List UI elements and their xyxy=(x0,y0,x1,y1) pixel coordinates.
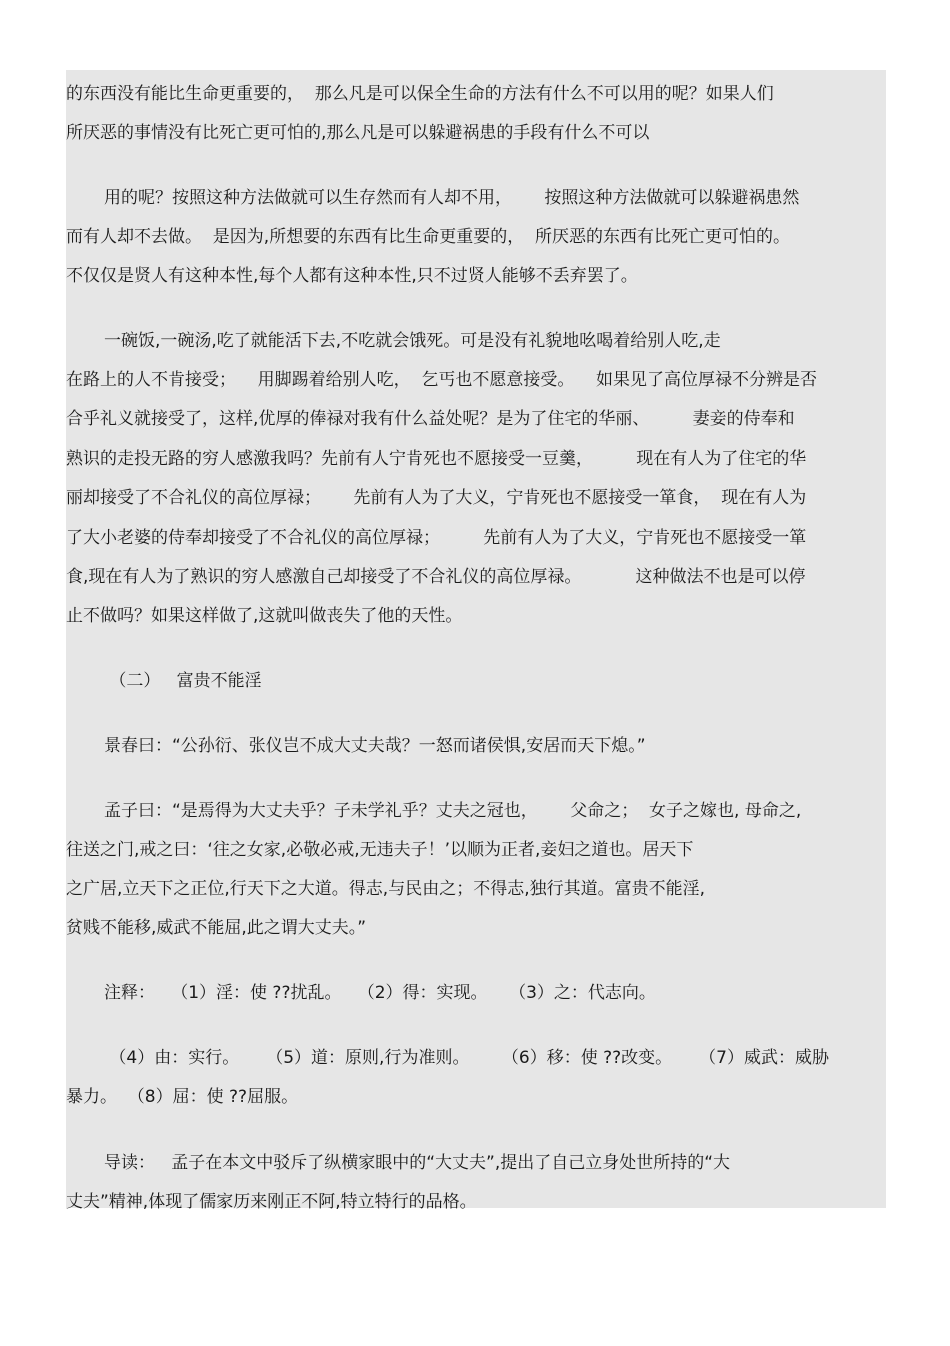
text-line: 注释： （1）淫：使 ??扰乱。 （2）得：实现。 （3）之：代志向。 xyxy=(104,983,656,1003)
text-line: 丽却接受了不合礼仪的高位厚禄； 先前有人为了大义，宁肯死也不愿接受一箪食， 现在有人为 xyxy=(66,488,807,508)
text-line: 在路上的人不肯接受； 用脚踢着给别人吃， 乞丐也不愿意接受。 如果见了高位厚禄不分辨是否 xyxy=(66,370,818,390)
document-body xyxy=(66,70,886,1212)
text-line: 孟子曰：“是焉得为大丈夫乎？子未学礼乎？丈夫之冠也， 父命之； 女子之嫁也, 母命之, xyxy=(104,801,802,821)
text-line: 景春曰：“公孙衍、张仪岂不成大丈夫哉？一怒而诸侯惧,安居而天下熄。” xyxy=(104,736,646,756)
text-line: 合乎礼义就接受了，这样,优厚的俸禄对我有什么益处呢？是为了住宅的华丽、 妻妾的侍奉和 xyxy=(66,409,795,429)
text-line: 止不做吗？如果这样做了,这就叫做丧失了他的天性。 xyxy=(66,606,463,626)
text-line: 贫贱不能移,威武不能屈,此之谓大丈夫。” xyxy=(66,918,367,938)
text-line: 所厌恶的事情没有比死亡更可怕的,那么凡是可以躲避祸患的手段有什么不可以 xyxy=(66,123,650,143)
text-line: 一碗饭,一碗汤,吃了就能活下去,不吃就会饿死。可是没有礼貌地吆喝着给别人吃,走 xyxy=(104,331,721,351)
text-line: 导读： 孟子在本文中驳斥了纵横家眼中的“大丈夫”,提出了自己立身处世所持的“大 xyxy=(104,1153,731,1173)
section-heading: （二） 富贵不能淫 xyxy=(104,671,262,691)
text-line: 的东西没有能比生命更重要的， 那么凡是可以保全生命的方法有什么不可以用的呢？如果人们 xyxy=(66,84,774,104)
text-line: 往送之门,戒之曰：‘往之女家,必敬必戒,无违夫子！’以顺为正者,妾妇之道也。居天下 xyxy=(66,840,694,860)
text-line: 食,现在有人为了熟识的穷人感激自己却接受了不合礼仪的高位厚禄。 这种做法不也是可以停 xyxy=(66,567,806,587)
text-line: 用的呢？按照这种方法做就可以生存然而有人却不用， 按照这种方法做就可以躲避祸患然 xyxy=(104,188,800,208)
text-line: （4）由：实行。 （5）道：原则,行为准则。 （6）移：使 ??改变。 （7）威武：威胁 xyxy=(104,1048,829,1068)
text-line: 丈夫”精神,体现了儒家历来刚正不阿,特立特行的品格。 xyxy=(66,1192,477,1212)
text-line: 而有人却不去做。 是因为,所想要的东西有比生命更重要的， 所厌恶的东西有比死亡更可怕的。 xyxy=(66,227,791,247)
text-line: 熟识的走投无路的穷人感激我吗？先前有人宁肯死也不愿接受一豆羹， 现在有人为了住宅的华 xyxy=(66,449,807,469)
text-line: 之广居,立天下之正位,行天下之大道。得志,与民由之；不得志,独行其道。富贵不能淫, xyxy=(66,879,706,899)
text-line: 不仅仅是贤人有这种本性,每个人都有这种本性,只不过贤人能够不丢弃罢了。 xyxy=(66,266,638,286)
text-line: 了大小老婆的侍奉却接受了不合礼仪的高位厚禄； 先前有人为了大义，宁肯死也不愿接受一箪 xyxy=(66,528,807,548)
text-line: 暴力。 （8）屈：使 ??屈服。 xyxy=(66,1087,299,1107)
